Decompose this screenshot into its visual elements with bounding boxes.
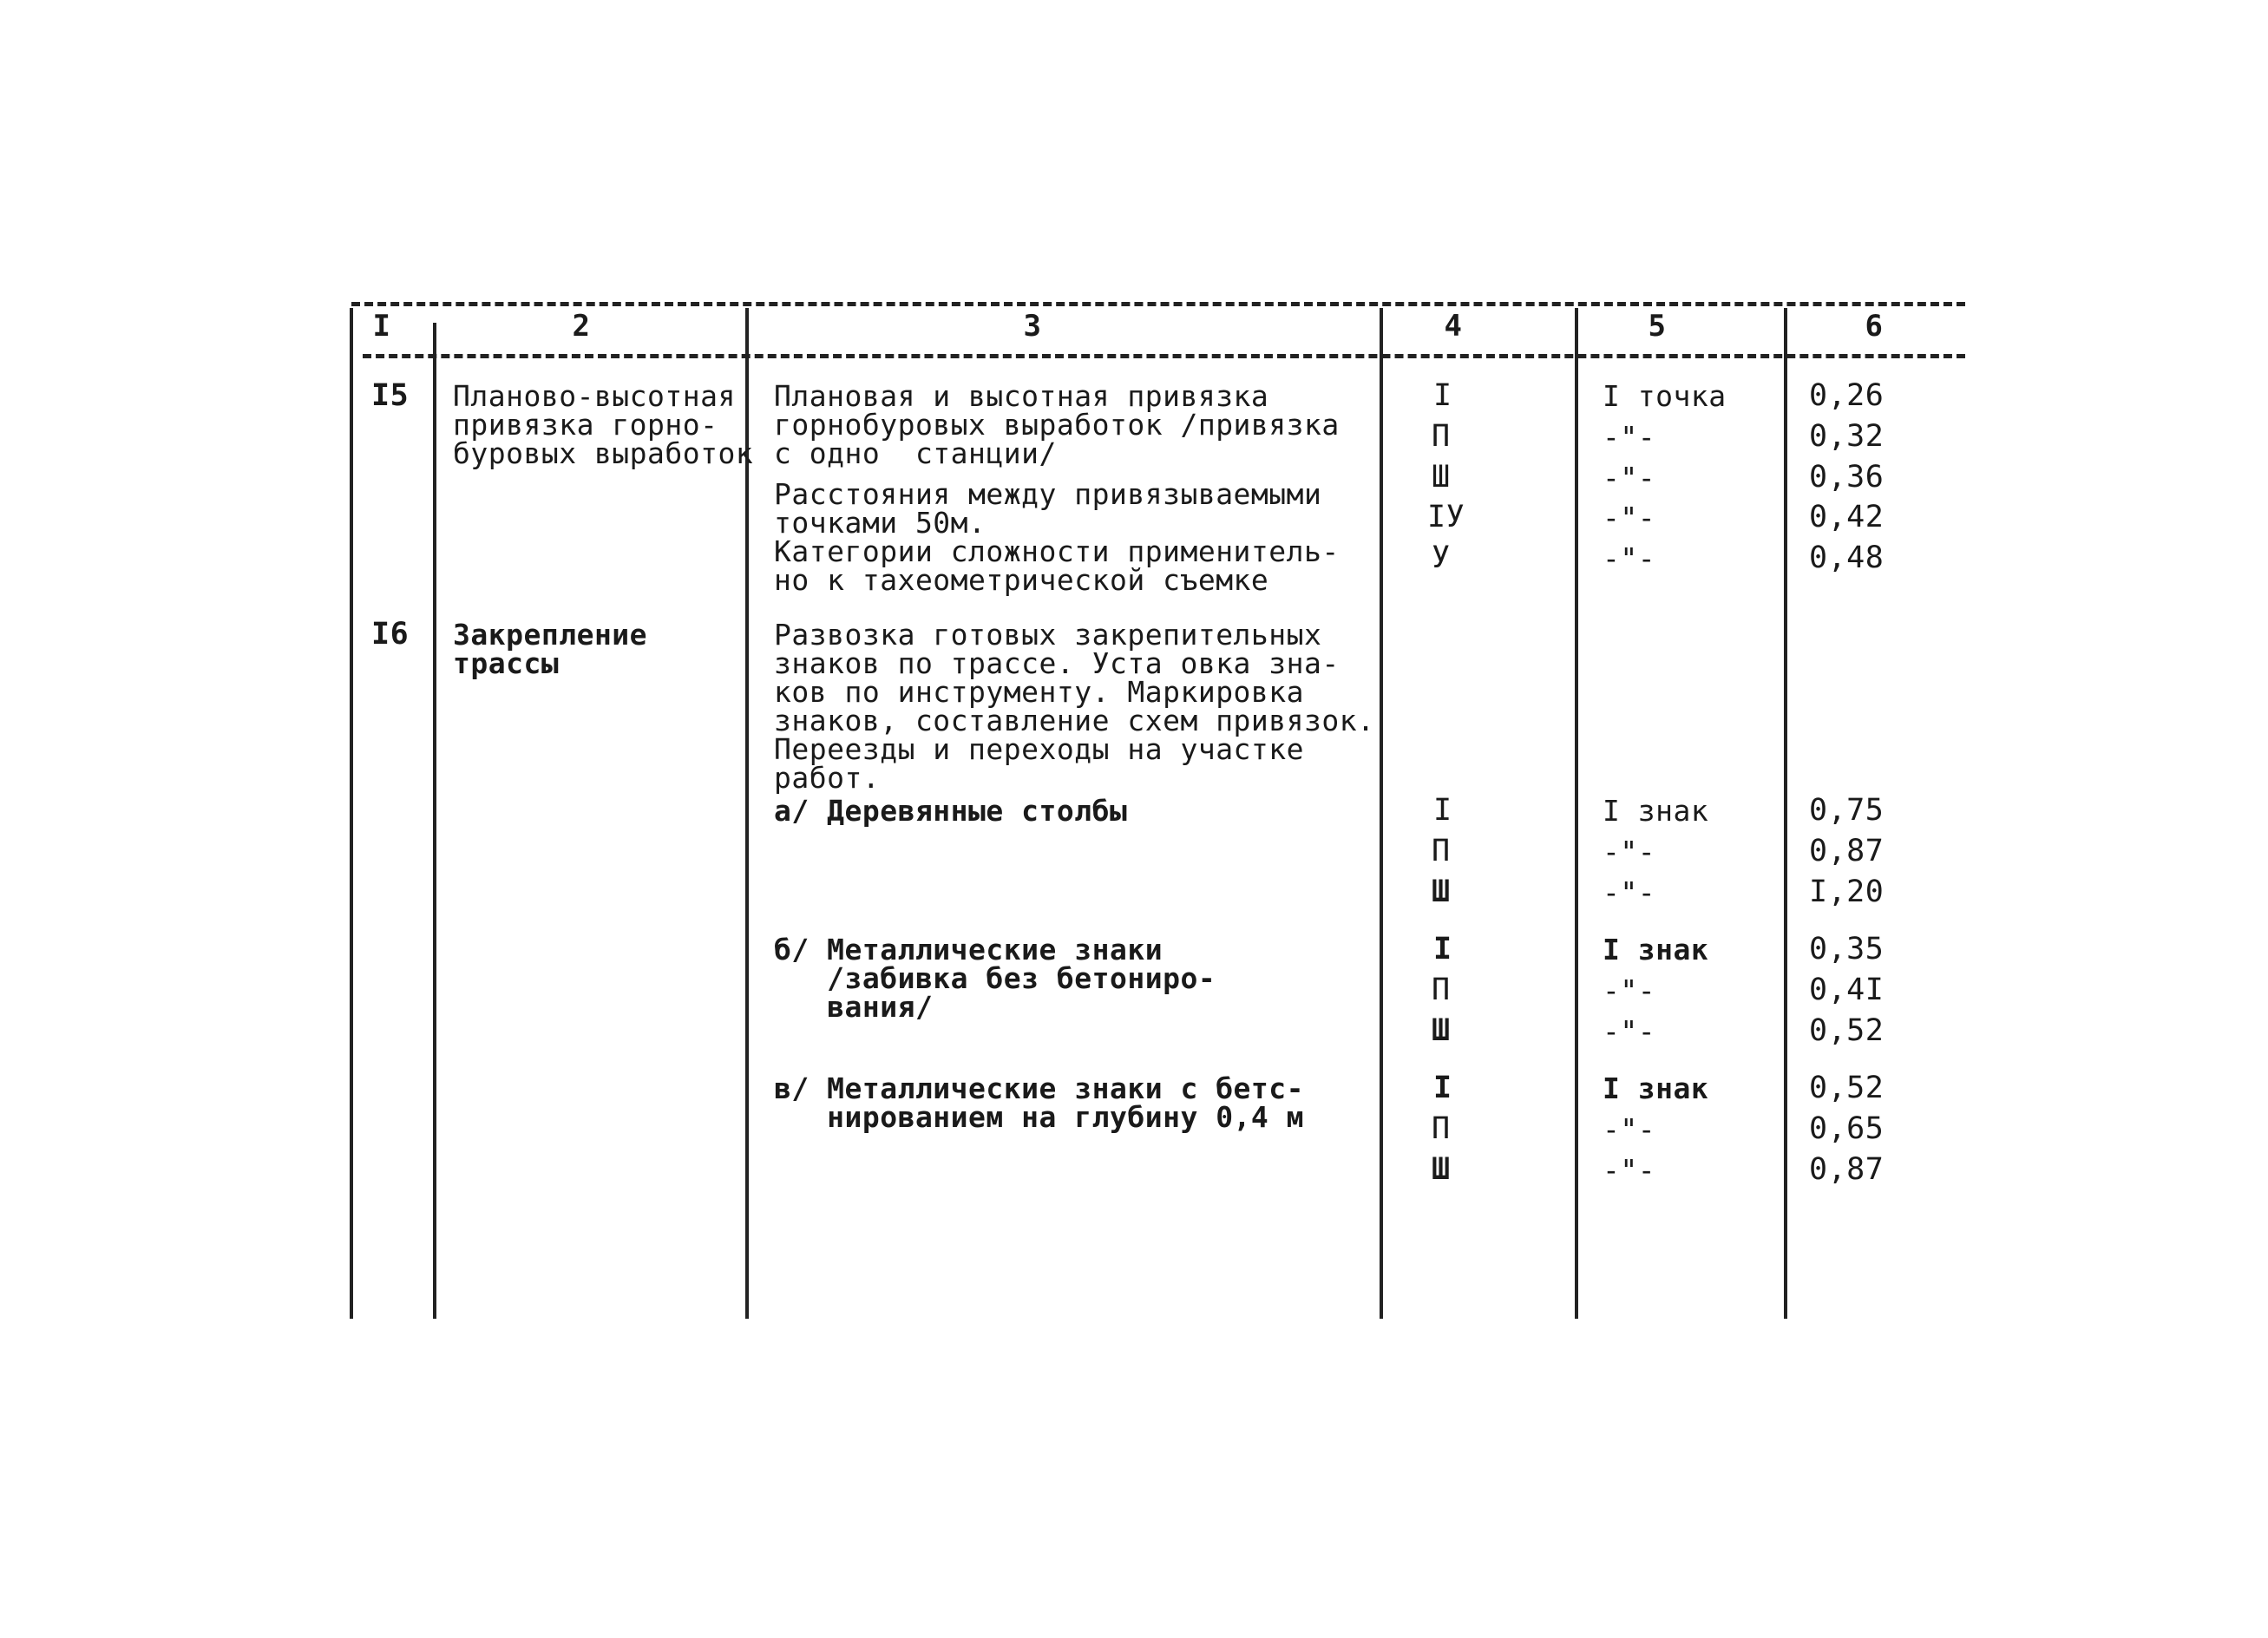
row-15-category: У (1432, 541, 1451, 575)
row-15-value: 0,36 (1809, 460, 1885, 495)
row-15-unit: -"- (1603, 420, 1656, 454)
row-16v-unit: -"- (1603, 1112, 1656, 1146)
row-16a-unit: -"- (1603, 835, 1656, 868)
row-16a-value: 0,75 (1809, 793, 1885, 828)
row-15-value: 0,48 (1809, 541, 1885, 575)
row-15-unit: -"- (1603, 461, 1656, 495)
row-15-unit: -"- (1603, 541, 1656, 575)
row-15-description: Плановая и высотная привязка горнобуровых выработок /привязка с одно станции/ (774, 379, 1340, 470)
row-16-description: Развозка готовых закрепительных знаков по трассе. Уста овка зна- ков по инструменту. Маркировка знаков, составление схем привязок. Переезды и переходы на участке работ. (774, 618, 1375, 795)
row-16v-value: 0,87 (1809, 1152, 1885, 1187)
row-15-category: Ш (1432, 460, 1451, 495)
header-col-3: 3 (1023, 309, 1042, 344)
row-15-unit: I точка (1603, 379, 1727, 413)
row-16v-label: в/ Металлические знаки с бетс- нированием на глубину 0,4 м (774, 1071, 1305, 1134)
row-16v-category: I (1433, 1071, 1452, 1105)
row-16a-value: I,20 (1809, 875, 1885, 909)
row-16a-category: Ш (1432, 875, 1451, 909)
row-16b-value: 0,52 (1809, 1013, 1885, 1048)
row-16a-label: а/ Деревянные столбы (774, 794, 1128, 828)
column-line-4 (1575, 308, 1578, 1319)
row-16v-category: П (1432, 1111, 1451, 1146)
row-15-category: IУ (1427, 500, 1465, 534)
row-16b-unit: -"- (1603, 973, 1656, 1007)
row-16b-category: П (1432, 973, 1451, 1007)
row-16-name: Закрепление трассы (453, 618, 648, 680)
row-16v-category: Ш (1432, 1152, 1451, 1187)
row-16b-label: б/ Металлические знаки /забивка без бетониро- вания/ (774, 933, 1216, 1024)
row-16a-category: I (1433, 793, 1452, 828)
row-15-value: 0,26 (1809, 378, 1885, 413)
row-16a-value: 0,87 (1809, 834, 1885, 868)
row-15-category: П (1432, 419, 1451, 454)
row-16a-category: П (1432, 834, 1451, 868)
row-15-name: Планово-высотная привязка горно- буровых выработок (453, 379, 754, 470)
row-15-value: 0,42 (1809, 500, 1885, 534)
row-16b-category: Ш (1432, 1013, 1451, 1048)
column-line-5 (1784, 308, 1787, 1319)
header-col-1: I (372, 309, 391, 344)
column-line-0 (350, 308, 353, 1319)
row-16v-value: 0,65 (1809, 1111, 1885, 1146)
header-col-4: 4 (1444, 309, 1463, 344)
row-16b-value: 0,35 (1809, 932, 1885, 966)
row-16b-category: I (1433, 932, 1452, 966)
row-16a-unit: I знак (1603, 794, 1709, 828)
row-16v-unit: -"- (1603, 1153, 1656, 1187)
row-15-category: I (1433, 378, 1452, 413)
header-col-2: 2 (572, 309, 591, 344)
row-16a-unit: -"- (1603, 875, 1656, 909)
column-line-1 (433, 323, 436, 1319)
row-16b-unit: I знак (1603, 933, 1709, 966)
row-15-number: I5 (371, 378, 410, 413)
row-16b-unit: -"- (1603, 1014, 1656, 1048)
row-16v-unit: I знак (1603, 1071, 1709, 1105)
top-rule (351, 302, 1965, 306)
column-line-3 (1380, 308, 1383, 1319)
header-col-6: 6 (1865, 309, 1884, 344)
row-15-unit: -"- (1603, 501, 1656, 534)
row-15-description-note: Расстояния между привязываемыми точками 50м. Категории сложности применитель- но к тахеометрической съемке (774, 477, 1340, 597)
row-16b-value: 0,4I (1809, 973, 1885, 1007)
header-col-5: 5 (1648, 309, 1667, 344)
row-15-value: 0,32 (1809, 419, 1885, 454)
row-16v-value: 0,52 (1809, 1071, 1885, 1105)
header-rule (363, 354, 1965, 358)
row-16-number: I6 (371, 617, 410, 652)
